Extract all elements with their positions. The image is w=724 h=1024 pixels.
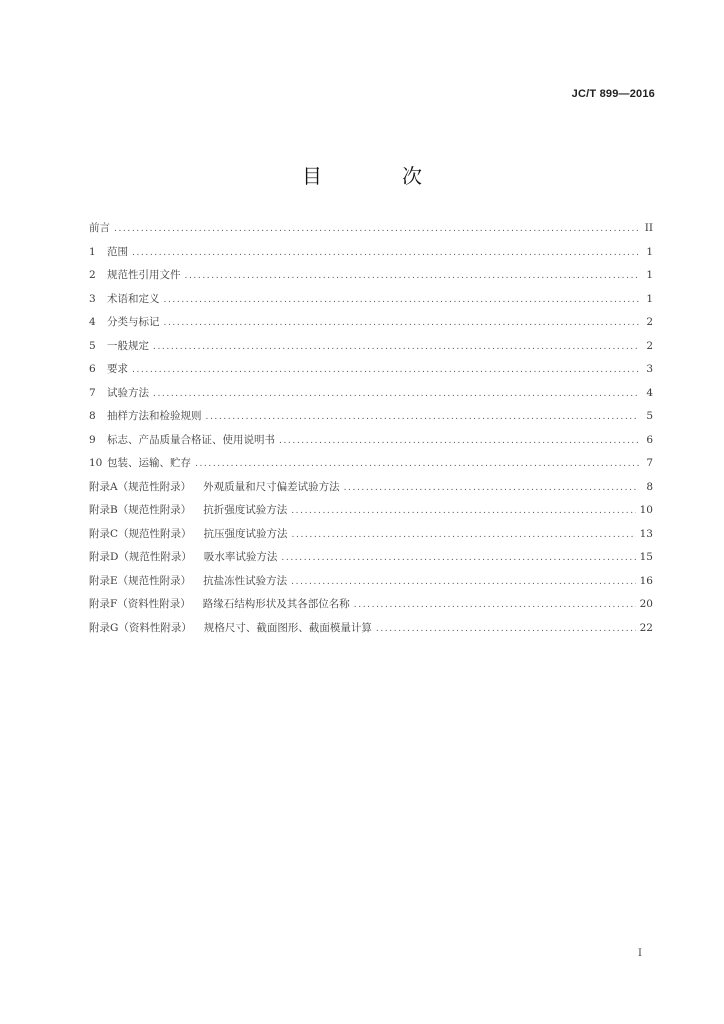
toc-entry-number: 附录G — [89, 621, 119, 634]
toc-entry[interactable] — [89, 620, 653, 644]
toc-entry-number: 6 — [89, 363, 96, 375]
toc-entry-category: （资料性附录） — [118, 621, 192, 634]
toc-leader-dots — [185, 271, 640, 281]
toc-entry[interactable] — [89, 526, 653, 550]
toc-leader-dots — [279, 436, 639, 446]
toc-entry-title: 标志、产品质量合格证、使用说明书 — [107, 433, 275, 446]
toc-entry-title: 规范性引用文件 — [107, 269, 181, 281]
toc-entry-title: 术语和定义 — [107, 292, 160, 305]
toc-entry-title: 吸水率试验方法 — [203, 551, 278, 563]
toc-entry-page: II — [644, 222, 653, 234]
toc-entry-number: 8 — [89, 410, 96, 422]
toc-entry-page: 13 — [639, 527, 653, 540]
toc-entry-number: 附录B — [89, 504, 118, 516]
toc-entry[interactable] — [89, 502, 653, 526]
toc-entry[interactable] — [89, 385, 653, 409]
toc-entry-category: （规范性附录） — [118, 527, 192, 540]
toc-leader-dots — [291, 577, 635, 587]
toc-entry[interactable] — [89, 596, 653, 620]
toc-entry[interactable] — [89, 549, 653, 573]
toc-entry[interactable] — [89, 267, 653, 291]
toc-entry[interactable] — [89, 455, 653, 479]
page-title: 目 次 — [302, 164, 452, 188]
toc-entry-category: （规范性附录） — [117, 480, 192, 493]
toc-entry-category: （资料性附录） — [117, 598, 191, 610]
toc-entry-page: 15 — [639, 551, 653, 563]
toc-leader-dots — [292, 530, 636, 540]
standard-code: JC/T 899—2016 — [571, 88, 655, 100]
toc-entry-page: 1 — [646, 292, 653, 305]
toc-entry-number: 1 — [89, 245, 96, 258]
toc-entry-page: 1 — [646, 245, 653, 258]
toc-entry-title: 要求 — [107, 363, 128, 375]
toc-entry-title: 抗折强度试验方法 — [203, 504, 288, 516]
toc-entry-category: （规范性附录） — [117, 504, 192, 516]
toc-entry-page: 5 — [646, 410, 653, 422]
toc-entry-number: 3 — [89, 292, 96, 305]
toc-leader-dots — [153, 389, 639, 399]
toc-leader-dots — [164, 295, 640, 305]
toc-entry-category: （规范性附录） — [117, 574, 192, 587]
toc-entry-title: 分类与标记 — [107, 316, 160, 328]
toc-entry[interactable] — [89, 220, 653, 244]
toc-entry-number: 附录A — [89, 480, 118, 493]
toc-entry-page: 1 — [646, 269, 653, 281]
toc-leader-dots — [376, 624, 636, 634]
toc-entry[interactable] — [89, 479, 653, 503]
toc-leader-dots — [153, 342, 639, 352]
toc-leader-dots — [354, 600, 636, 610]
toc-entry-title: 范围 — [107, 245, 128, 258]
table-of-contents — [89, 220, 653, 643]
toc-entry-page: 2 — [646, 339, 653, 352]
toc-entry-page: 10 — [639, 504, 653, 516]
toc-leader-dots — [291, 506, 635, 516]
toc-entry[interactable] — [89, 291, 653, 315]
toc-entry-number: 附录E — [89, 574, 118, 587]
toc-entry-number: 10 — [89, 457, 103, 469]
toc-leader-dots — [281, 553, 635, 563]
toc-entry[interactable] — [89, 361, 653, 385]
toc-entry[interactable] — [89, 338, 653, 362]
page-number: I — [638, 948, 642, 959]
toc-entry-number: 附录C — [89, 527, 119, 540]
toc-entry-title: 前言 — [89, 222, 110, 234]
toc-entry-title: 抽样方法和检验规则 — [107, 410, 202, 422]
toc-entry-number: 7 — [89, 386, 96, 399]
toc-entry-title: 外观质量和尺寸偏差试验方法 — [203, 480, 340, 493]
toc-leader-dots — [195, 459, 639, 469]
toc-entry[interactable] — [89, 244, 653, 268]
toc-entry-number: 2 — [89, 269, 96, 281]
toc-entry[interactable] — [89, 314, 653, 338]
toc-entry-page: 3 — [646, 363, 653, 375]
toc-entry-title: 试验方法 — [107, 386, 149, 399]
toc-leader-dots — [164, 318, 640, 328]
toc-leader-dots — [206, 412, 640, 422]
toc-entry-title: 抗盐冻性试验方法 — [203, 574, 288, 587]
toc-leader-dots — [132, 248, 639, 258]
toc-leader-dots — [344, 483, 639, 493]
toc-entry-title: 路缘石结构形状及其各部位名称 — [202, 598, 350, 610]
toc-entry-title: 抗压强度试验方法 — [203, 527, 288, 540]
toc-entry-page: 2 — [646, 316, 653, 328]
toc-entry-page: 8 — [646, 480, 653, 493]
toc-leader-dots — [114, 224, 639, 234]
toc-entry-title: 包装、运输、贮存 — [107, 457, 191, 469]
toc-entry-number: 附录F — [89, 598, 118, 610]
toc-entry-page: 16 — [639, 574, 653, 587]
toc-entry-number: 4 — [89, 316, 96, 328]
toc-entry-title: 一般规定 — [107, 339, 149, 352]
toc-entry-page: 22 — [639, 621, 653, 634]
toc-entry-page: 7 — [646, 457, 653, 469]
toc-entry-number: 附录D — [89, 551, 119, 563]
toc-entry[interactable] — [89, 408, 653, 432]
toc-entry-page: 4 — [646, 386, 653, 399]
toc-entry-number: 9 — [89, 433, 96, 446]
toc-leader-dots — [132, 365, 639, 375]
toc-entry[interactable] — [89, 432, 653, 456]
toc-entry-number: 5 — [89, 339, 96, 352]
toc-entry-title: 规格尺寸、截面图形、截面模量计算 — [203, 621, 372, 634]
toc-entry[interactable] — [89, 573, 653, 597]
toc-entry-page: 6 — [646, 433, 653, 446]
toc-entry-page: 20 — [639, 598, 653, 610]
toc-entry-category: （规范性附录） — [118, 551, 192, 563]
